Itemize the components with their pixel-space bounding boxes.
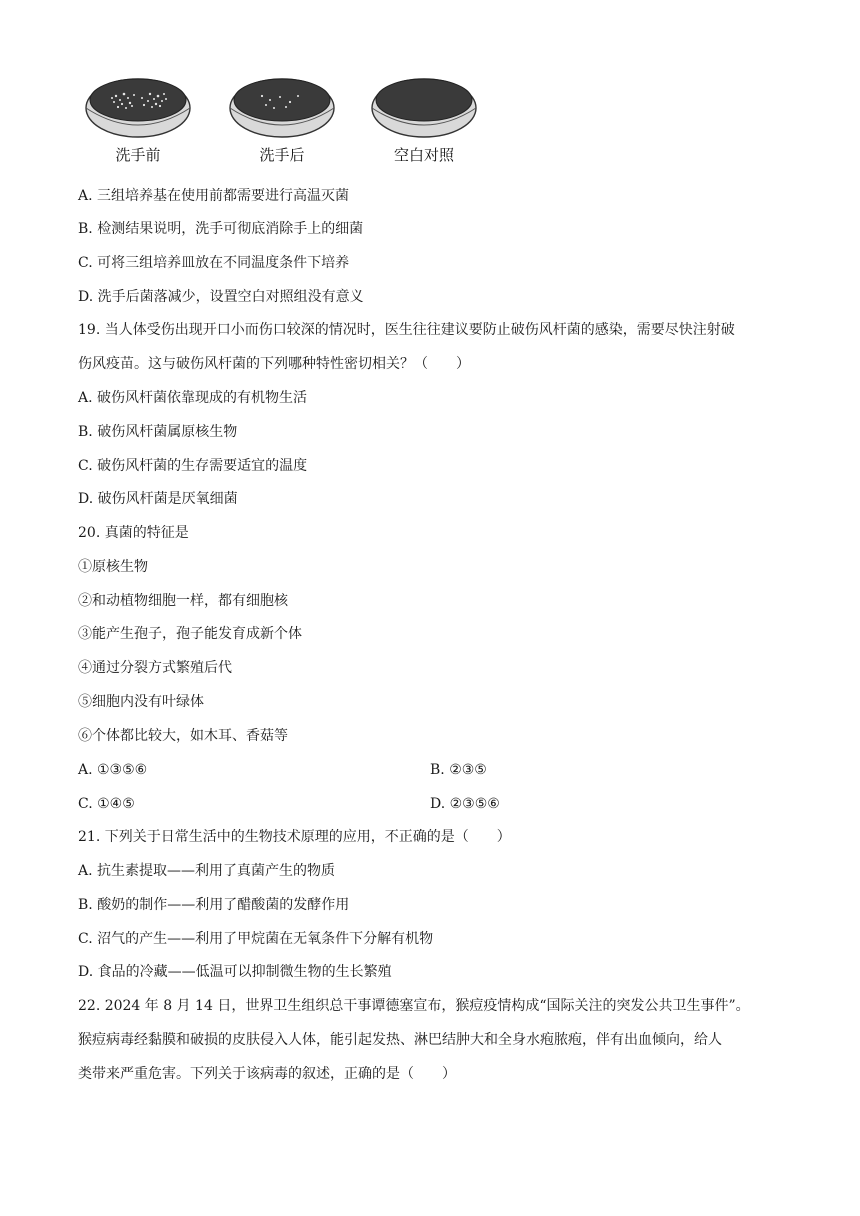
caption-after-washing: 洗手后 bbox=[259, 146, 305, 164]
q21-option-c: C. 沼气的产生——利用了甲烷菌在无氧条件下分解有机物 bbox=[78, 931, 434, 947]
q20-option-c: C. ①④⑤ bbox=[78, 796, 135, 812]
q19-option-a: A. 破伤风杆菌依靠现成的有机物生活 bbox=[78, 390, 308, 406]
q20-stem: 20. 真菌的特征是 bbox=[78, 525, 189, 541]
q20-item-2: ②和动植物细胞一样，都有细胞核 bbox=[78, 593, 288, 609]
q20-item-5: ⑤细胞内没有叶绿体 bbox=[78, 694, 204, 710]
q19-option-c: C. 破伤风杆菌的生存需要适宜的温度 bbox=[78, 458, 308, 474]
q21-option-b: B. 酸奶的制作——利用了醋酸菌的发酵作用 bbox=[78, 897, 350, 913]
q20-item-1: ①原核生物 bbox=[78, 559, 148, 575]
caption-before-washing: 洗手前 bbox=[115, 146, 161, 164]
q20-item-6: ⑥个体都比较大，如木耳、香菇等 bbox=[78, 728, 288, 744]
petri-dish-before-washing bbox=[84, 76, 192, 172]
q22-stem-line-2: 猴痘病毒经黏膜和破损的皮肤侵入人体，能引起发热、淋巴结肿大和全身水疱脓疱，伴有出血倾向，给人 bbox=[78, 1032, 722, 1048]
q20-option-d: D. ②③⑤⑥ bbox=[430, 796, 500, 812]
q21-option-d: D. 食品的冷藏——低温可以抑制微生物的生长繁殖 bbox=[78, 964, 392, 980]
q18-option-a: A. 三组培养基在使用前都需要进行高温灭菌 bbox=[78, 188, 350, 204]
q22-stem-line-3: 类带来严重危害。下列关于该病毒的叙述，正确的是（ ） bbox=[78, 1066, 456, 1082]
q20-item-4: ④通过分裂方式繁殖后代 bbox=[78, 660, 232, 676]
q21-option-a: A. 抗生素提取——利用了真菌产生的物质 bbox=[78, 863, 336, 879]
q18-option-d: D. 洗手后菌落减少，设置空白对照组没有意义 bbox=[78, 289, 364, 305]
q21-stem: 21. 下列关于日常生活中的生物技术原理的应用，不正确的是（ ） bbox=[78, 829, 511, 845]
petri-dish-after-washing bbox=[228, 76, 336, 172]
q19-option-d: D. 破伤风杆菌是厌氧细菌 bbox=[78, 491, 238, 507]
caption-blank-control: 空白对照 bbox=[393, 146, 454, 164]
petri-dish-figure bbox=[84, 76, 494, 172]
q19-option-b: B. 破伤风杆菌属原核生物 bbox=[78, 424, 238, 440]
petri-dish-blank-control bbox=[370, 76, 478, 172]
q20-item-3: ③能产生孢子，孢子能发育成新个体 bbox=[78, 626, 302, 642]
q19-stem-line-2: 伤风疫苗。这与破伤风杆菌的下列哪种特性密切相关？（ ） bbox=[78, 356, 470, 372]
q20-option-a: A. ①③⑤⑥ bbox=[78, 762, 148, 778]
q22-stem-line-1: 22. 2024 年 8 月 14 日，世界卫生组织总干事谭德塞宣布，猴痘疫情构成“国际关注的突发公共卫生事件”。 bbox=[78, 998, 750, 1014]
q18-option-c: C. 可将三组培养皿放在不同温度条件下培养 bbox=[78, 255, 350, 271]
q20-option-b: B. ②③⑤ bbox=[430, 762, 487, 778]
q19-stem-line-1: 19. 当人体受伤出现开口小而伤口较深的情况时，医生往往建议要防止破伤风杆菌的感染，需要尽快注射破 bbox=[78, 322, 735, 338]
q18-option-b: B. 检测结果说明，洗手可彻底消除手上的细菌 bbox=[78, 221, 364, 237]
